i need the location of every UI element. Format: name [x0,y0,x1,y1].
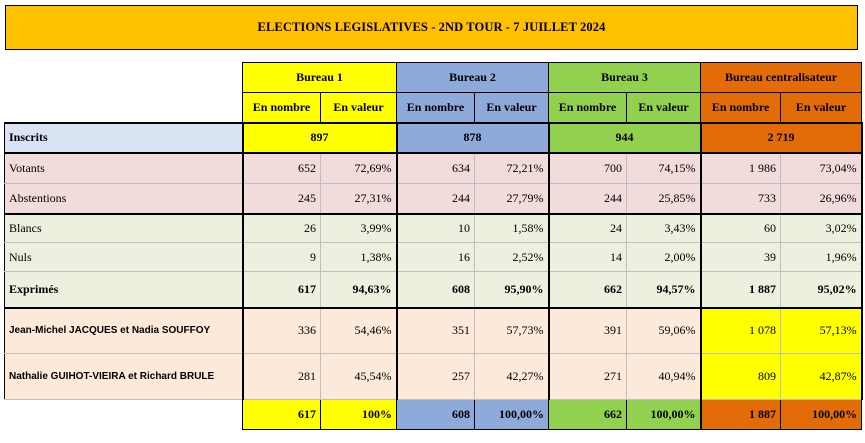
cell-valeur: 3,02% [781,214,862,243]
row-abstentions [5,184,862,214]
sub-header-nombre: En nombre [243,93,321,123]
row-candidat-1 [5,308,862,354]
cell-nombre: 244 [549,184,627,214]
cell-valeur: 74,15% [627,153,701,184]
header-bureau-1: Bureau 1 [243,63,397,93]
total-valeur: 100% [321,400,397,430]
cell-nombre: 24 [549,214,627,243]
sub-header-nombre: En nombre [701,93,781,123]
cell-valeur: 40,94% [627,354,701,400]
cell-nombre: 662 [549,272,627,308]
cell-nombre: 26 [243,214,321,243]
cell-nombre: 336 [243,308,321,354]
cell-nombre: 60 [701,214,781,243]
cell-valeur: 59,06% [627,308,701,354]
cell-valeur: 95,02% [781,272,862,308]
inscrits-bureau-2: 878 [397,123,549,153]
cell-valeur: 26,96% [781,184,862,214]
total-blank [5,400,243,430]
cell-nombre: 9 [243,243,321,272]
cell-nombre: 351 [397,308,475,354]
cell-nombre: 652 [243,153,321,184]
row-label: Abstentions [5,184,243,214]
cell-nombre: 10 [397,214,475,243]
cell-valeur: 2,00% [627,243,701,272]
total-nombre: 1 887 [701,400,781,430]
cell-nombre: 1 986 [701,153,781,184]
cell-nombre: 1 078 [701,308,781,354]
cell-valeur: 3,99% [321,214,397,243]
row-label: Inscrits [5,123,243,153]
cell-valeur: 94,63% [321,272,397,308]
header-bureau-2: Bureau 2 [397,63,549,93]
candidate-label: Jean-Michel JACQUES et Nadia SOUFFOY [5,308,243,354]
cell-nombre: 245 [243,184,321,214]
candidate-label: Nathalie GUIHOT-VIEIRA et Richard BRULE [5,354,243,400]
cell-nombre: 14 [549,243,627,272]
header-blank [5,93,243,123]
cell-valeur: 57,73% [475,308,549,354]
inscrits-bureau-3: 944 [549,123,701,153]
cell-valeur: 45,54% [321,354,397,400]
sub-header-valeur: En valeur [781,93,862,123]
cell-nombre: 244 [397,184,475,214]
cell-nombre: 1 887 [701,272,781,308]
row-label: Nuls [5,243,243,272]
sub-header-nombre: En nombre [397,93,475,123]
header-bureau-3: Bureau 3 [549,63,701,93]
page-title: ELECTIONS LEGISLATIVES - 2ND TOUR - 7 JUILLET 2024 [5,5,858,50]
cell-valeur: 94,57% [627,272,701,308]
sub-header-valeur: En valeur [627,93,701,123]
row-nuls [5,243,862,272]
cell-nombre: 257 [397,354,475,400]
total-valeur: 100,00% [627,400,701,430]
row-label: Votants [5,153,243,184]
cell-nombre: 608 [397,272,475,308]
cell-nombre: 809 [701,354,781,400]
row-votants [5,153,862,184]
total-valeur: 100,00% [475,400,549,430]
cell-nombre: 391 [549,308,627,354]
total-nombre: 617 [243,400,321,430]
row-label: Blancs [5,214,243,243]
sub-header-nombre: En nombre [549,93,627,123]
cell-valeur: 1,38% [321,243,397,272]
inscrits-bureau-1: 897 [243,123,397,153]
cell-valeur: 1,58% [475,214,549,243]
header-row-bureaux [5,63,862,93]
row-candidat-2 [5,354,862,400]
cell-nombre: 16 [397,243,475,272]
header-bureau-centralisateur: Bureau centralisateur [701,63,862,93]
total-nombre: 608 [397,400,475,430]
cell-nombre: 281 [243,354,321,400]
total-valeur: 100,00% [781,400,862,430]
row-inscrits [5,123,862,153]
cell-valeur: 25,85% [627,184,701,214]
row-blancs [5,214,862,243]
sub-header-valeur: En valeur [321,93,397,123]
cell-nombre: 733 [701,184,781,214]
header-blank [5,63,243,93]
cell-valeur: 95,90% [475,272,549,308]
results-table [4,62,863,430]
row-exprimes [5,272,862,308]
cell-valeur: 54,46% [321,308,397,354]
cell-nombre: 617 [243,272,321,308]
cell-nombre: 39 [701,243,781,272]
cell-valeur: 1,96% [781,243,862,272]
cell-valeur: 72,21% [475,153,549,184]
cell-nombre: 634 [397,153,475,184]
cell-valeur: 72,69% [321,153,397,184]
cell-valeur: 27,31% [321,184,397,214]
row-total [5,400,862,430]
cell-valeur: 27,79% [475,184,549,214]
cell-nombre: 271 [549,354,627,400]
sub-header-valeur: En valeur [475,93,549,123]
total-nombre: 662 [549,400,627,430]
row-label: Exprimés [5,272,243,308]
cell-valeur: 42,87% [781,354,862,400]
cell-nombre: 700 [549,153,627,184]
inscrits-centralisateur: 2 719 [701,123,862,153]
cell-valeur: 42,27% [475,354,549,400]
cell-valeur: 3,43% [627,214,701,243]
cell-valeur: 2,52% [475,243,549,272]
cell-valeur: 57,13% [781,308,862,354]
cell-valeur: 73,04% [781,153,862,184]
header-row-sub [5,93,862,123]
